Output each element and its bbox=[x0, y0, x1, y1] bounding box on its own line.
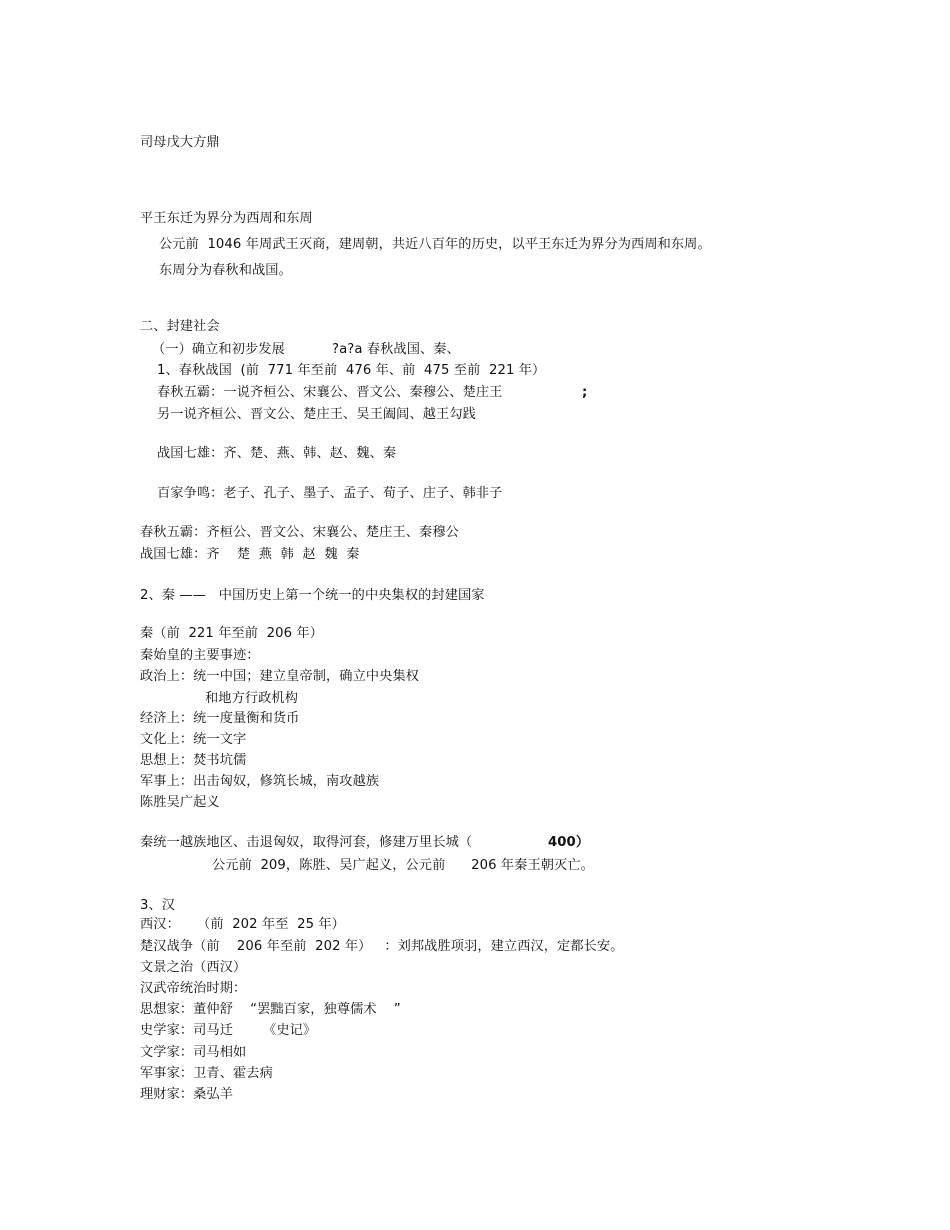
text-line: 史学家：司马迁 《史记》 bbox=[140, 1023, 317, 1038]
section-heading: 二、封建社会 bbox=[140, 319, 220, 334]
text-line: 文景之治（西汉） bbox=[140, 960, 247, 975]
text-line: 和地方行政机构 bbox=[205, 691, 299, 706]
text-line: 秦统一越族地区、击退匈奴，取得河套，修建万里长城（ bbox=[140, 835, 473, 850]
text-line: 思想家：董仲舒 “罢黜百家，独尊儒术 ” bbox=[140, 1002, 401, 1017]
subsection-heading: 3、汉 bbox=[140, 898, 176, 913]
text-line: 思想上：焚书坑儒 bbox=[140, 753, 247, 768]
text-line: 秦始皇的主要事迹： bbox=[140, 648, 260, 663]
text-line: 春秋五霸：齐桓公、晋文公、宋襄公、楚庄王、秦穆公 bbox=[140, 525, 459, 540]
text-line: 另一说齐桓公、晋文公、楚庄王、吴王阖闾、越王勾践 bbox=[157, 407, 476, 422]
text-line: 汉武帝统治时期： bbox=[140, 981, 247, 996]
text-line: 军事上：出击匈奴，修筑长城，南攻越族 bbox=[140, 774, 380, 789]
text-line: 政治上：统一中国；建立皇帝制，确立中央集权 bbox=[140, 669, 420, 684]
text-line: 平王东迁为界分为西周和东周 bbox=[140, 211, 313, 226]
text-line: 百家争鸣：老子、孔子、墨子、孟子、荀子、庄子、韩非子 bbox=[157, 486, 503, 501]
text-line: 春秋五霸：一说齐桓公、宋襄公、晋文公、秦穆公、楚庄王 bbox=[157, 385, 503, 400]
text-line: ?a?a 春秋战国、秦、 bbox=[332, 342, 460, 357]
text-line: （一）确立和初步发展 bbox=[152, 342, 285, 357]
text-line: 楚汉战争（前 206 年至前 202 年） ：刘邦战胜项羽，建立西汉，定都长安。 bbox=[140, 939, 624, 954]
text-line: 文化上：统一文字 bbox=[140, 732, 247, 747]
text-line: 秦（前 221 年至前 206 年） bbox=[140, 626, 323, 641]
text-line: 东周分为春秋和战国。 bbox=[159, 263, 292, 278]
text-line: 军事家：卫青、霍去病 bbox=[140, 1066, 273, 1081]
text-line: 战国七雄：齐、楚、燕、韩、赵、魏、秦 bbox=[157, 446, 397, 461]
text-line: 经济上：统一度量衡和货币 bbox=[140, 711, 300, 726]
text-line: 战国七雄：齐 楚 燕 韩 赵 魏 秦 bbox=[140, 547, 360, 562]
subsection-heading: 2、秦 —— 中国历史上第一个统一的中央集权的封建国家 bbox=[140, 588, 485, 603]
text-line: 文学家：司马相如 bbox=[140, 1045, 247, 1060]
text-line: 陈胜吴广起义 bbox=[140, 795, 220, 810]
text-line: 西汉： （前 202 年至 25 年） bbox=[140, 917, 345, 932]
text-line: 公元前 1046 年周武王灭商，建周朝，共近八百年的历史，以平王东迁为界分为西周和东周。 bbox=[159, 237, 711, 252]
heading-ding: 司母戊大方鼎 bbox=[140, 135, 220, 150]
text-line: ; bbox=[582, 385, 588, 400]
text-line: 公元前 209，陈胜、吴广起义，公元前 206 年秦王朝灭亡。 bbox=[212, 858, 594, 873]
subsection-heading: 1、春秋战国 (前 771 年至前 476 年、前 475 至前 221 年） bbox=[157, 363, 546, 378]
text-line: 理财家：桑弘羊 bbox=[140, 1087, 234, 1102]
text-line: 400） bbox=[548, 835, 590, 850]
